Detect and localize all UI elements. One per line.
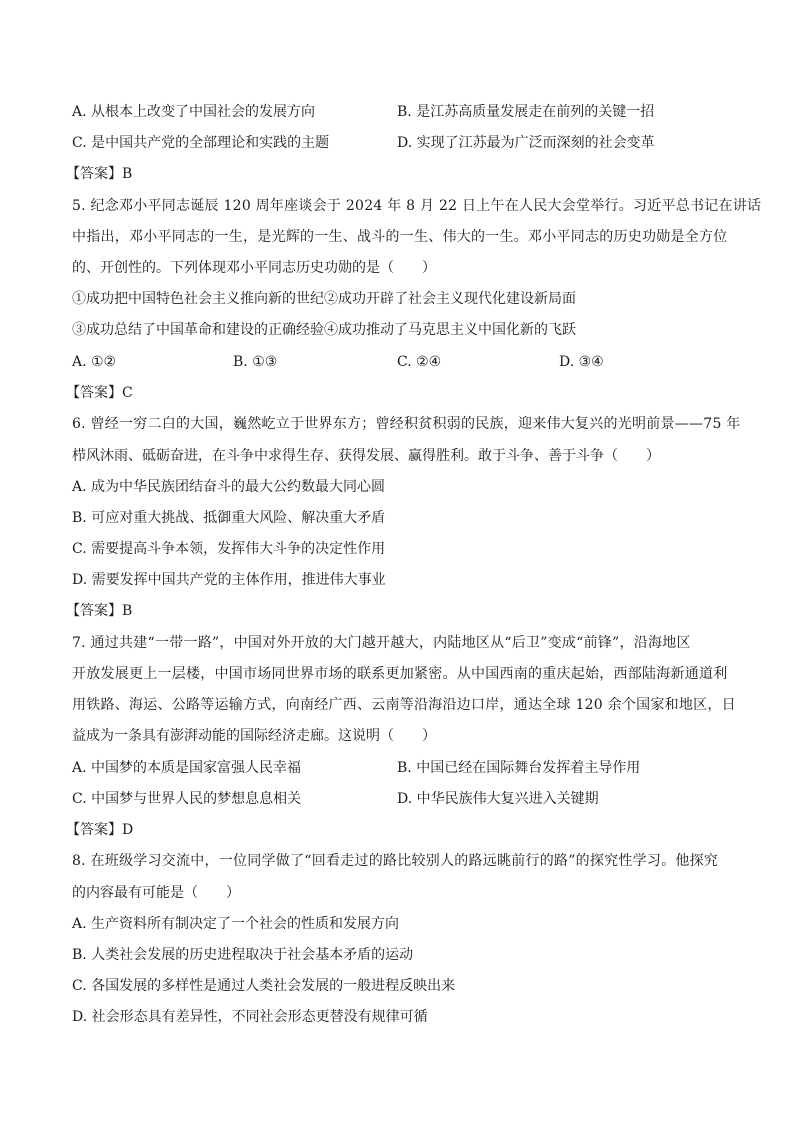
q5-option-c: C. ②④ bbox=[397, 354, 442, 370]
q8-stem-line-1: 8. 在班级学习交流中，一位同学做了“回看走过的路比较别人的路远眺前行的路”的探究性学习。他探究 bbox=[72, 853, 719, 869]
q4-option-c: C. 是中国共产党的全部理论和实践的主题 bbox=[72, 135, 330, 151]
q7-stem-line-3: 用铁路、海运、公路等运输方式，向南经广西、云南等沿海沿边口岸，通达全球 120 余个国家和地区，日 bbox=[72, 697, 736, 713]
q4-option-row-1 bbox=[72, 102, 732, 122]
q6-option-a: A. 成为中华民族团结奋斗的最大公约数最大同心圆 bbox=[72, 479, 386, 495]
q7-stem-line-2: 开放发展更上一层楼，中国市场同世界市场的联系更加紧密。从中国西南的重庆起始，西部陆海新通道利 bbox=[72, 666, 728, 682]
q7-option-row-1 bbox=[72, 758, 732, 778]
q8-option-b: B. 人类社会发展的历史进程取决于社会基本矛盾的运动 bbox=[72, 947, 414, 963]
q7-option-d: D. 中华民族伟大复兴进入关键期 bbox=[397, 791, 599, 807]
q8-option-a: A. 生产资料所有制决定了一个社会的性质和发展方向 bbox=[72, 916, 400, 932]
q7-option-a: A. 中国梦的本质是国家富强人民幸福 bbox=[72, 760, 302, 776]
q7-option-row-2 bbox=[72, 789, 732, 809]
q5-stem-line-2: 中指出，邓小平同志的一生，是光辉的一生、战斗的一生、伟大的一生。邓小平同志的历史功勋是全方位 bbox=[72, 229, 728, 245]
q7-stem-line-4: 益成为一条具有澎湃动能的国际经济走廊。这说明（ ） bbox=[72, 728, 436, 744]
q5-option-d: D. ③④ bbox=[559, 354, 604, 370]
q7-option-c: C. 中国梦与世界人民的梦想息息相关 bbox=[72, 791, 302, 807]
q5-answer: 【答案】C bbox=[66, 385, 133, 401]
q4-option-row-2 bbox=[72, 133, 732, 153]
q6-option-d: D. 需要发挥中国共产党的主体作用，推进伟大事业 bbox=[72, 572, 386, 588]
q4-option-b: B. 是江苏高质量发展走在前列的关键一招 bbox=[397, 104, 655, 120]
q8-option-d: D. 社会形态具有差异性，不同社会形态更替没有规律可循 bbox=[72, 1009, 428, 1025]
q5-option-a: A. ①② bbox=[72, 354, 117, 370]
q6-answer: 【答案】B bbox=[66, 603, 133, 619]
q7-answer: 【答案】D bbox=[66, 822, 134, 838]
q4-option-a: A. 从根本上改变了中国社会的发展方向 bbox=[72, 104, 316, 120]
q5-option-b: B. ①③ bbox=[233, 354, 278, 370]
q5-item-line-2: ③成功总结了中国革命和建设的正确经验④成功推动了马克思主义中国化新的飞跃 bbox=[72, 322, 576, 338]
q4-answer: 【答案】B bbox=[66, 166, 133, 182]
q6-option-c: C. 需要提高斗争本领，发挥伟大斗争的决定性作用 bbox=[72, 541, 386, 557]
q5-stem-line-3: 的、开创性的。下列体现邓小平同志历史功勋的是（ ） bbox=[72, 260, 436, 276]
q6-stem-line-2: 栉风沐雨、砥砺奋进，在斗争中求得生存、获得发展、赢得胜利。敢于斗争、善于斗争（ ） bbox=[72, 448, 660, 464]
q8-stem-line-2: 的内容最有可能是（ ） bbox=[72, 885, 240, 901]
q7-stem-line-1: 7. 通过共建“一带一路”，中国对外开放的大门越开越大，内陆地区从“后卫”变成“前锋”，沿海地区 bbox=[72, 635, 691, 651]
q4-option-d: D. 实现了江苏最为广泛而深刻的社会变革 bbox=[397, 135, 655, 151]
q7-option-b: B. 中国已经在国际舞台发挥着主导作用 bbox=[397, 760, 641, 776]
q5-stem-line-1: 5. 纪念邓小平同志诞辰 120 周年座谈会于 2024 年 8 月 22 日上午在人民大会堂举行。习近平总书记在讲话 bbox=[72, 198, 762, 214]
q5-item-line-1: ①成功把中国特色社会主义推向新的世纪②成功开辟了社会主义现代化建设新局面 bbox=[72, 291, 576, 307]
q6-stem-line-1: 6. 曾经一穷二白的大国，巍然屹立于世界东方；曾经积贫积弱的民族，迎来伟大复兴的光明前景——75 年 bbox=[72, 416, 741, 432]
q6-option-b: B. 可应对重大挑战、抵御重大风险、解决重大矛盾 bbox=[72, 510, 386, 526]
q8-option-c: C. 各国发展的多样性是通过人类社会发展的一般进程反映出来 bbox=[72, 978, 456, 994]
